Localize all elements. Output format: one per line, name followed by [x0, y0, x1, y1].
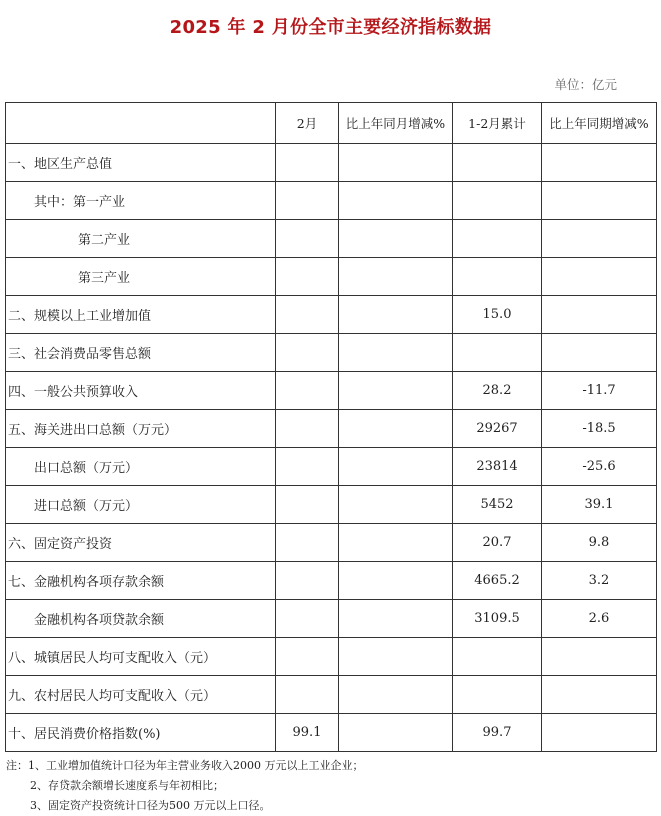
cell-feb	[276, 486, 339, 524]
row-label: 四、一般公共预算收入	[6, 372, 276, 410]
page-title: 2025 年 2 月份全市主要经济指标数据	[169, 17, 492, 38]
cell-feb: 99.1	[276, 714, 339, 752]
cell-ytd	[453, 182, 542, 220]
cell-ytd-yoy	[542, 296, 657, 334]
unit-label: 单位：亿元	[554, 77, 617, 92]
row-label: 金融机构各项贷款余额	[6, 600, 276, 638]
cell-feb	[276, 372, 339, 410]
cell-ytd: 99.7	[453, 714, 542, 752]
row-label: 第二产业	[6, 220, 276, 258]
row-label: 其中：第一产业	[6, 182, 276, 220]
cell-feb-yoy	[339, 220, 453, 258]
cell-feb-yoy	[339, 372, 453, 410]
table-row	[6, 676, 657, 714]
cell-ytd	[453, 144, 542, 182]
cell-ytd-yoy: -11.7	[542, 372, 657, 410]
cell-ytd: 23814	[453, 448, 542, 486]
footnote-1: 注：1、工业增加值统计口径为年主营业务收入2000 万元以上工业企业；	[6, 759, 364, 772]
cell-feb	[276, 182, 339, 220]
cell-ytd-yoy: 3.2	[542, 562, 657, 600]
table-row	[6, 448, 657, 486]
cell-ytd: 28.2	[453, 372, 542, 410]
table-row	[6, 296, 657, 334]
row-label: 出口总额（万元）	[6, 448, 276, 486]
table-row	[6, 372, 657, 410]
cell-feb	[276, 638, 339, 676]
cell-ytd-yoy	[542, 144, 657, 182]
row-label: 九、农村居民人均可支配收入（元）	[6, 676, 276, 714]
cell-ytd-yoy	[542, 714, 657, 752]
cell-ytd	[453, 676, 542, 714]
cell-feb-yoy	[339, 714, 453, 752]
row-label: 一、地区生产总值	[6, 144, 276, 182]
cell-feb-yoy	[339, 410, 453, 448]
cell-feb-yoy	[339, 486, 453, 524]
header-feb: 2月	[276, 103, 339, 144]
cell-ytd: 15.0	[453, 296, 542, 334]
footnote-3: 3、固定资产投资统计口径为500 万元以上口径。	[30, 799, 271, 812]
table-row	[6, 258, 657, 296]
cell-ytd-yoy	[542, 334, 657, 372]
cell-ytd	[453, 334, 542, 372]
cell-ytd	[453, 258, 542, 296]
table-row	[6, 486, 657, 524]
table-row	[6, 600, 657, 638]
cell-feb	[276, 600, 339, 638]
table-row	[6, 410, 657, 448]
row-label: 二、规模以上工业增加值	[6, 296, 276, 334]
table-row	[6, 524, 657, 562]
table-row	[6, 334, 657, 372]
row-label: 八、城镇居民人均可支配收入（元）	[6, 638, 276, 676]
cell-ytd: 20.7	[453, 524, 542, 562]
table-row	[6, 714, 657, 752]
cell-feb	[276, 410, 339, 448]
header-ytd-yoy: 比上年同期增减%	[542, 103, 657, 144]
cell-ytd-yoy	[542, 676, 657, 714]
row-label: 六、固定资产投资	[6, 524, 276, 562]
cell-feb-yoy	[339, 258, 453, 296]
table-body	[6, 144, 657, 752]
header-ytd: 1-2月累计	[453, 103, 542, 144]
cell-ytd: 4665.2	[453, 562, 542, 600]
cell-feb-yoy	[339, 676, 453, 714]
cell-feb-yoy	[339, 144, 453, 182]
cell-ytd-yoy: -18.5	[542, 410, 657, 448]
row-label: 第三产业	[6, 258, 276, 296]
cell-ytd-yoy	[542, 258, 657, 296]
row-label: 三、社会消费品零售总额	[6, 334, 276, 372]
cell-feb-yoy	[339, 334, 453, 372]
row-label: 进口总额（万元）	[6, 486, 276, 524]
table-header-row	[6, 103, 657, 144]
footnotes	[6, 756, 656, 816]
cell-feb-yoy	[339, 524, 453, 562]
cell-ytd: 3109.5	[453, 600, 542, 638]
cell-ytd	[453, 220, 542, 258]
table-row	[6, 638, 657, 676]
cell-ytd-yoy: 9.8	[542, 524, 657, 562]
cell-feb-yoy	[339, 562, 453, 600]
cell-feb	[276, 258, 339, 296]
cell-feb	[276, 144, 339, 182]
row-label: 五、海关进出口总额（万元）	[6, 410, 276, 448]
cell-feb	[276, 676, 339, 714]
cell-feb	[276, 562, 339, 600]
cell-feb	[276, 334, 339, 372]
footnote-2: 2、存贷款余额增长速度系与年初相比；	[30, 779, 224, 792]
cell-feb	[276, 448, 339, 486]
cell-ytd-yoy: 39.1	[542, 486, 657, 524]
cell-ytd-yoy: 2.6	[542, 600, 657, 638]
cell-feb-yoy	[339, 600, 453, 638]
cell-ytd	[453, 638, 542, 676]
table-row	[6, 562, 657, 600]
cell-ytd: 5452	[453, 486, 542, 524]
indicator-table	[5, 102, 657, 752]
cell-feb	[276, 296, 339, 334]
cell-ytd-yoy	[542, 638, 657, 676]
cell-feb	[276, 220, 339, 258]
cell-feb-yoy	[339, 638, 453, 676]
cell-feb-yoy	[339, 182, 453, 220]
table-row	[6, 144, 657, 182]
cell-ytd: 29267	[453, 410, 542, 448]
header-feb-yoy: 比上年同月增减%	[339, 103, 453, 144]
cell-feb-yoy	[339, 448, 453, 486]
cell-feb	[276, 524, 339, 562]
cell-ytd-yoy: -25.6	[542, 448, 657, 486]
table-row	[6, 182, 657, 220]
cell-ytd-yoy	[542, 220, 657, 258]
cell-feb-yoy	[339, 296, 453, 334]
row-label: 十、居民消费价格指数(%)	[6, 714, 276, 752]
row-label: 七、金融机构各项存款余额	[6, 562, 276, 600]
table-row	[6, 220, 657, 258]
cell-ytd-yoy	[542, 182, 657, 220]
header-indicator	[6, 103, 276, 144]
